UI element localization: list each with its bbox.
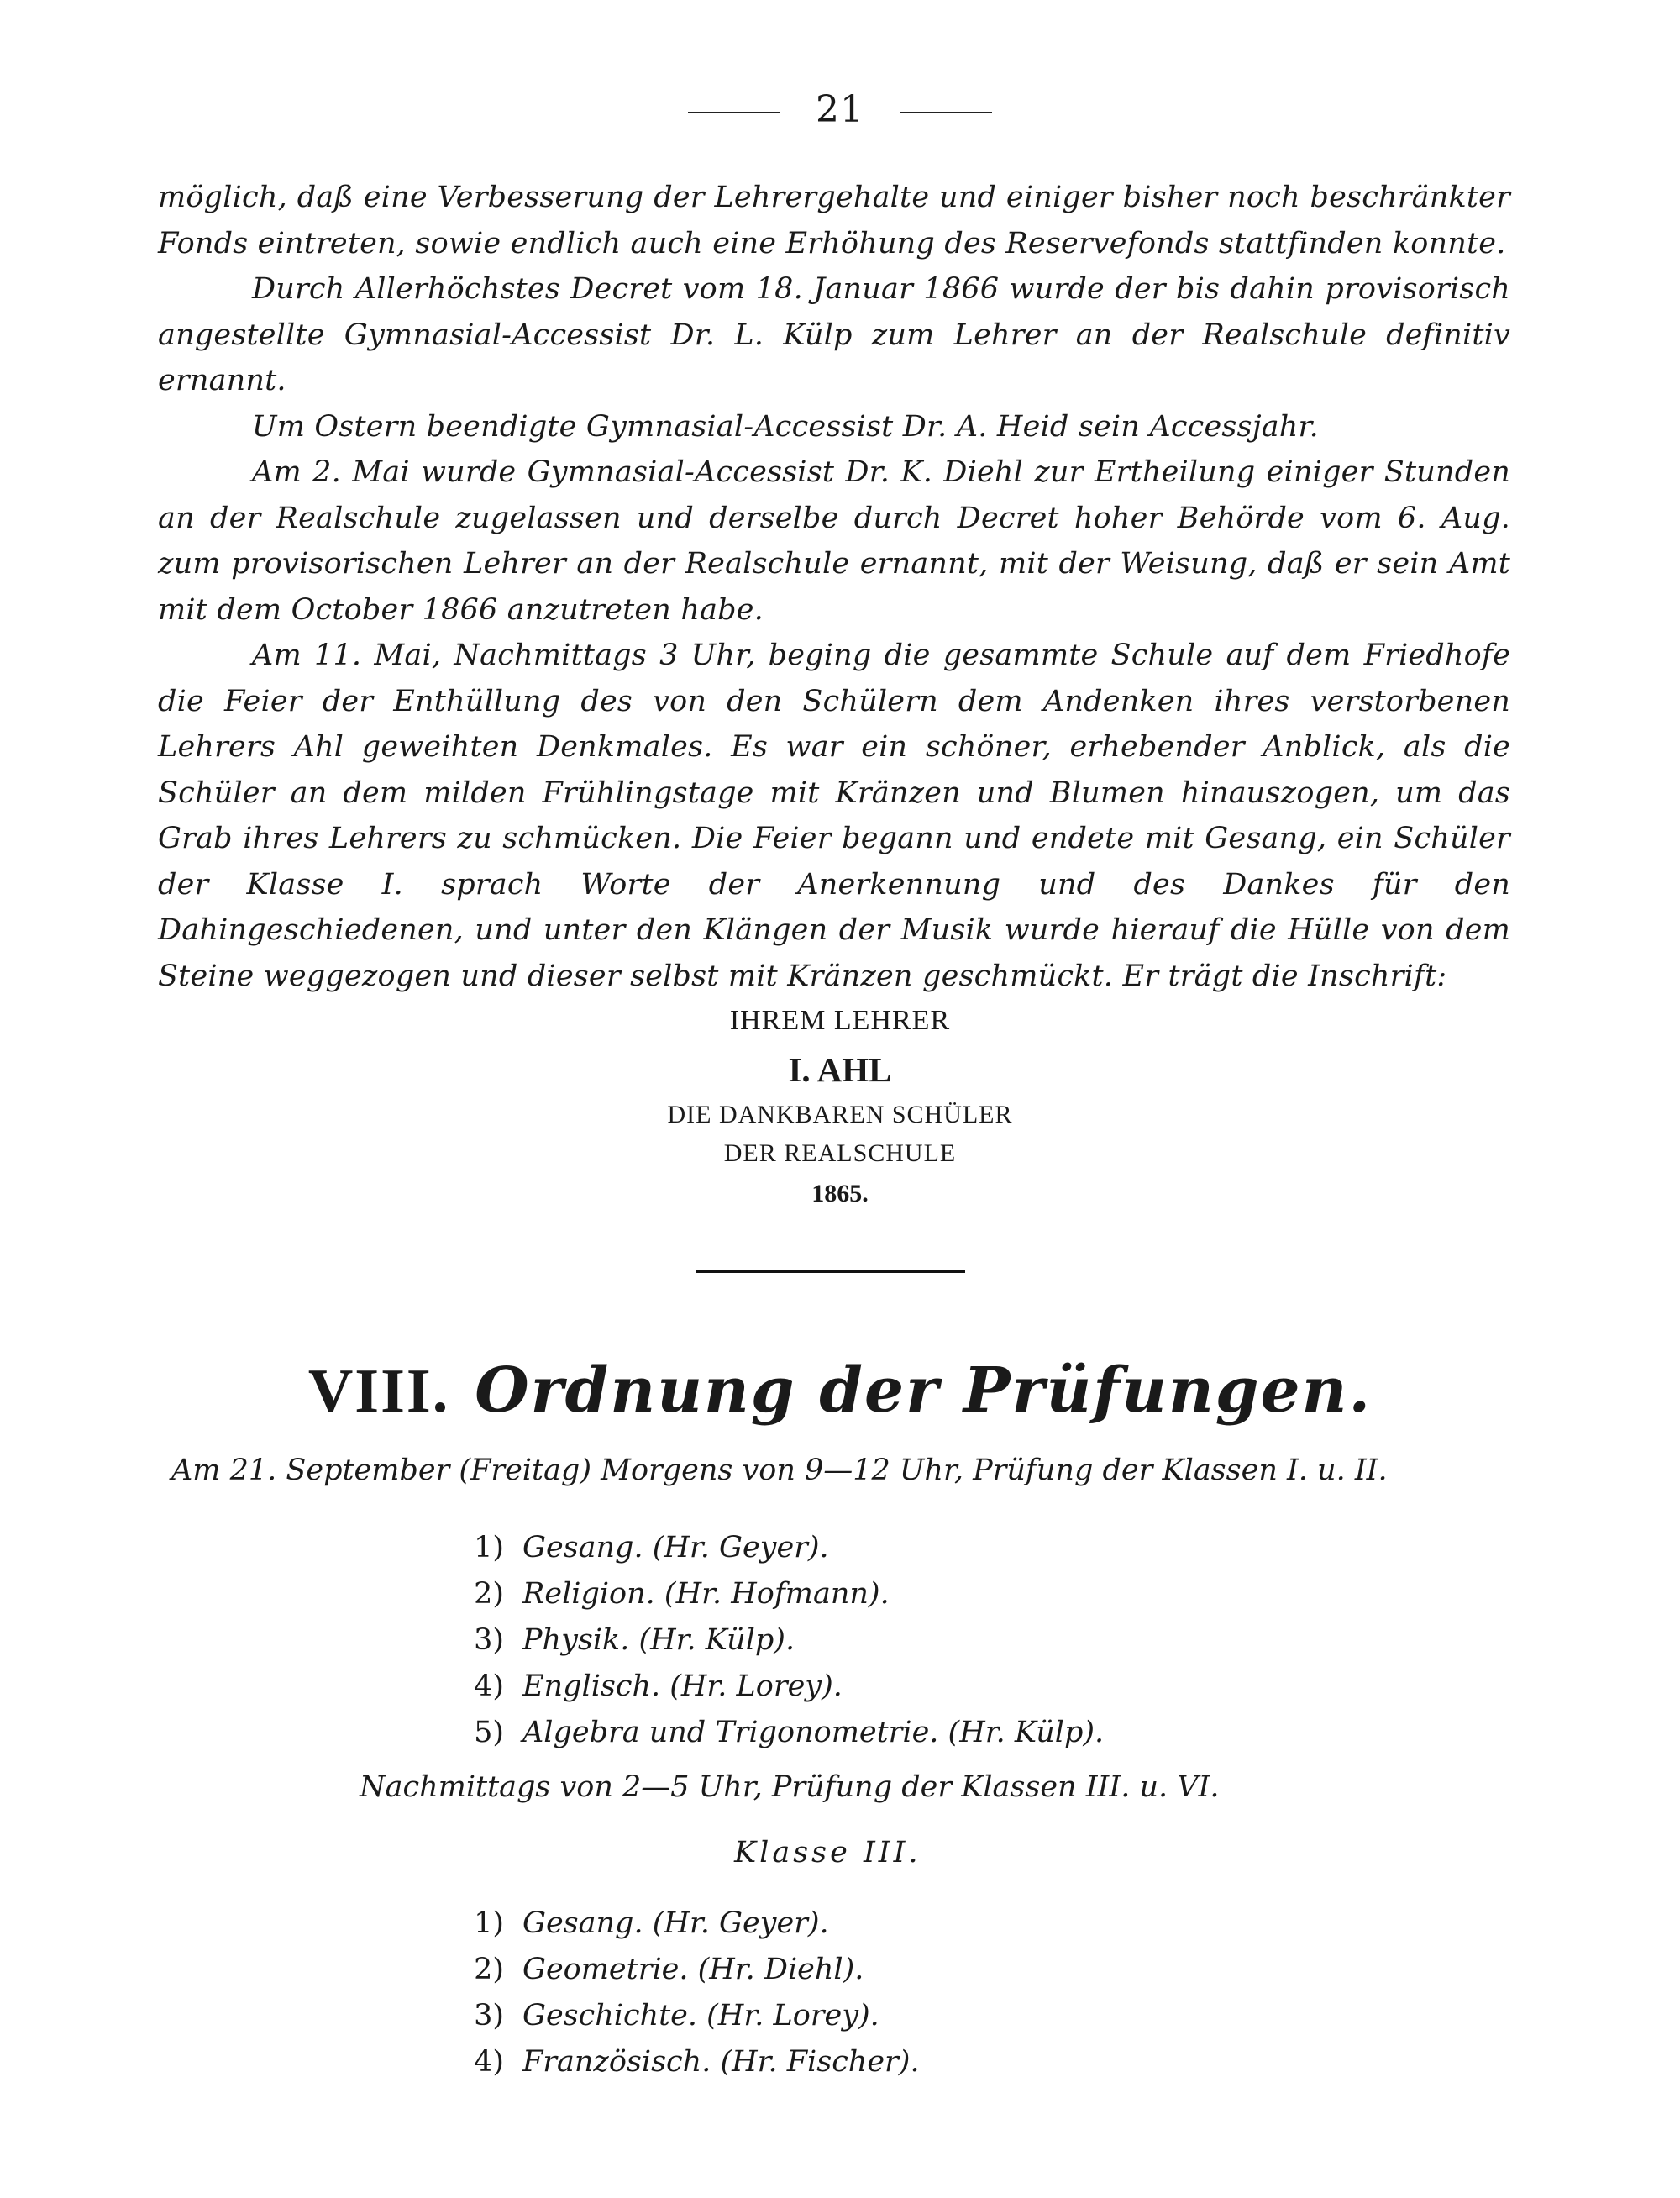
list-item (454, 2039, 920, 2085)
item-number: 3) (474, 1623, 504, 1657)
item-text: Geschichte. (Hr. Lorey). (522, 1999, 879, 2032)
item-number: 3) (474, 1999, 504, 2032)
page-number: 21 (816, 88, 864, 131)
section-number: VIII. (307, 1357, 450, 1426)
item-text: Englisch. (Hr. Lorey). (522, 1670, 843, 1703)
item-number: 5) (474, 1716, 504, 1749)
list-item (454, 1901, 920, 1947)
paragraph: Am 11. Mai, Nachmittags 3 Uhr, beging die gesammte Schule auf dem Friedhofe die Feier der Enthüllung des von den Schülern dem Andenken ihres verstorbenen Lehrers Ahl geweihten Denkmales. Es war ein schöner, erhebender Anblick, als die Schüler an dem milden Frühlingstage mit Kränzen und Blumen hinauszogen, um das Grab ihres Lehrers zu schmücken. Die Feier begann und endete mit Gesang, ein Schüler der Klasse I. sprach Worte der Anerkennung und des Dankes für den Dahingeschiedenen, und unter den Klängen der Musik wurde hierauf die Hülle von dem Steine weggezogen und dieser selbst mit Kränzen geschmückt. Er trägt die Inschrift: (158, 639, 1510, 993)
inscription-line: IHREM LEHRER (729, 1005, 951, 1036)
paragraph: Am 2. Mai wurde Gymnasial-Accessist Dr. K. Diehl zur Ertheilung einiger Stunden an der Realschule zugelassen und derselbe durch Decret hoher Behörde vom 6. Aug. zum provisorischen Lehrer an der Realschule ernannt, mit der Weisung, daß er sein Amt mit dem October 1866 anzutreten habe. (158, 455, 1510, 627)
list-item (454, 1617, 1104, 1664)
item-number: 4) (474, 2045, 504, 2079)
body-text (158, 175, 1510, 999)
item-number: 1) (474, 1531, 504, 1564)
list-item (454, 1525, 1104, 1571)
section-divider (696, 1270, 965, 1273)
exam-list-afternoon (454, 1901, 920, 2085)
item-number: 4) (474, 1670, 504, 1703)
item-number: 1) (474, 1906, 504, 1940)
inscription-line: I. AHL (788, 1050, 892, 1089)
item-text: Religion. (Hr. Hofmann). (522, 1577, 890, 1611)
item-text: Gesang. (Hr. Geyer). (522, 1531, 829, 1564)
item-text: Algebra und Trigonometrie. (Hr. Külp). (522, 1716, 1105, 1749)
list-item (454, 1710, 1104, 1756)
section-heading (0, 1354, 1680, 1428)
item-text: Französisch. (Hr. Fischer). (522, 2045, 920, 2079)
paragraph: Um Ostern beendigte Gymnasial-Accessist Dr. A. Heid sein Accessjahr. (252, 409, 1319, 444)
exam-heading-morning: Am 21. September (Freitag) Morgens von 9—12 Uhr, Prüfung der Klassen I. u. II. (171, 1454, 1388, 1487)
paragraph: Durch Allerhöchstes Decret vom 18. Januar 1866 wurde der bis dahin provisorisch angestellte Gymnasial-Accessist Dr. L. Külp zum Lehrer an der Realschule definitiv ernannt. (158, 272, 1510, 397)
item-text: Geometrie. (Hr. Diehl). (522, 1953, 864, 1986)
list-item (454, 1664, 1104, 1710)
page-header (0, 88, 1680, 131)
item-number: 2) (474, 1577, 504, 1611)
list-item (454, 1947, 920, 1993)
exam-heading-afternoon: Nachmittags von 2—5 Uhr, Prüfung der Klassen III. u. VI. (360, 1770, 1220, 1804)
paragraph: möglich, daß eine Verbesserung der Lehrergehalte und einiger bisher noch beschränkter Fonds eintreten, sowie endlich auch eine Erhöhung des Reservefonds stattfinden konnte. (158, 181, 1510, 260)
header-rule-left (688, 112, 780, 113)
list-item (454, 1571, 1104, 1617)
class-label: Klasse III. (734, 1836, 921, 1869)
section-title: Ordnung der Prüfungen. (475, 1354, 1373, 1427)
inscription-line: 1865. (811, 1180, 869, 1207)
memorial-inscription (0, 998, 1680, 1215)
header-rule-right (900, 112, 992, 113)
exam-list-morning (454, 1525, 1104, 1756)
inscription-line: DIE DANKBAREN SCHÜLER (667, 1101, 1013, 1128)
inscription-line: DER REALSCHULE (723, 1139, 957, 1167)
list-item (454, 1993, 920, 2039)
item-number: 2) (474, 1953, 504, 1986)
item-text: Physik. (Hr. Külp). (522, 1623, 795, 1657)
item-text: Gesang. (Hr. Geyer). (522, 1906, 829, 1940)
